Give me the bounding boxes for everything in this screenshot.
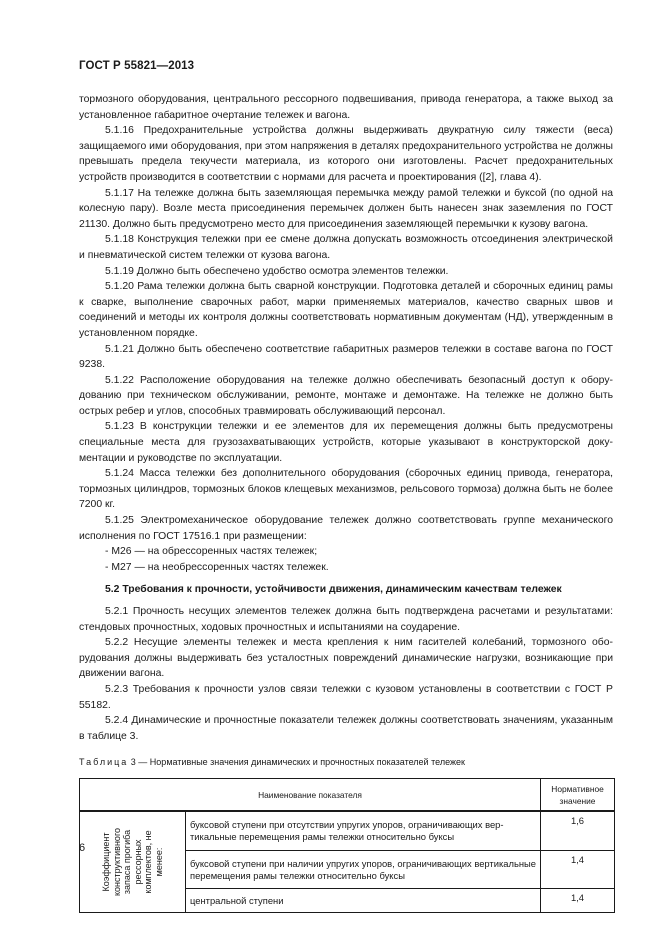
table-caption-word: Таблица: [79, 757, 129, 768]
row-name-cell: центральной ступени: [186, 889, 541, 913]
paragraph: 5.1.19 Должно быть обеспечено удобство осмотра элементов тележки.: [105, 265, 449, 277]
row-name-cell: буксовой ступени при наличии упругих упоров, ограничивающих вертикальные перемещения рамы тележки относительно буксы: [186, 850, 541, 888]
list-item: - М26 — на обрессоренных частях тележек;: [105, 546, 318, 558]
paragraph: 5.2.2 Несущие элементы тележек и места крепления к ним гасителей колебаний, тормозного оборудования должны выдерживать без усталостных повреждений динамические нагрузки, возникающие при движении вагона.: [79, 637, 613, 680]
table-caption: [79, 756, 613, 768]
paragraph: 5.1.25 Электромеханическое оборудование тележек должно соответствовать группе механического исполнения по ГОСТ 17516.1 при размещении:: [79, 515, 613, 542]
paragraph: 5.2.1 Прочность несущих элементов тележек должна быть подтверждена расчетами и результатами: стендовых прочностных, ходовых прочностных и испытаниями на соударение.: [79, 606, 613, 633]
header-value-cell: Нормативное значение: [541, 779, 615, 812]
row-value-cell: 1,4: [541, 889, 615, 913]
paragraph: 5.1.18 Конструкция тележки при ее смене должна допускать возможность отсоединения электрической и пневматической систем тележки от кузова вагона.: [79, 234, 613, 261]
paragraph: тормозного оборудования, центрального рессорного подвешивания, привода генератора, а также выход за установленное габаритное очертание тележек и вагона.: [79, 94, 613, 121]
paragraph: 5.1.16 Предохранительные устройства должны выдерживать двукратную силу тяжести (веса) защищаемого ими оборудования, при этом напряжения в деталях предохранительного устройства не должны превышать предела текучести материала, из которого они изготовлены. Расчет предохранительных устройств производится в соответствии с нормами для расчета и проектирования ([2], глава 4).: [79, 125, 613, 183]
paragraph: 5.1.21 Должно быть обеспечено соответствие габаритных размеров тележки в составе вагона по ГОСТ 9238.: [79, 343, 613, 371]
paragraph: 5.2.3 Требования к прочности узлов связи тележки с кузовом установлены в соответствии с ГОСТ Р 55182.: [79, 683, 613, 711]
document-code: ГОСТ Р 55821—2013: [79, 60, 195, 72]
row-value-cell: 1,6: [541, 811, 615, 850]
row-name-cell: буксовой ступени при отсутствии упругих упоров, ограничивающих вертикальные перемещения рамы тележки относительно буксы: [186, 811, 541, 850]
paragraph: 5.1.22 Расположение оборудования на тележке должно обеспечивать безопасный доступ к оборудованию при техническом обслуживании, ремонте, монтаже и демонтаже. На тележке не должно быть острых ребер и углов, способных травмировать обслуживающий персонал.: [79, 374, 613, 417]
table-header-row: [80, 779, 615, 812]
section-title: 5.2 Требования к прочности, устойчивости движения, динамическим качествам тележек: [105, 584, 562, 596]
paragraph: 5.1.20 Рама тележки должна быть сварной конструкции. Подготовка деталей и сборочных единиц рамы к сварке, выполнение сварочных работ, марки применяемых материалов, качество сварных швов и соединений и методы их контроля должны соответствовать нормативным документам (НД), утвержденным в установленном порядке.: [79, 281, 613, 339]
row-group-label: Коэффициент конструктивного запаса прогиба рессорных комплектов, не менее:: [100, 828, 164, 897]
paragraph: 5.1.24 Масса тележки без дополнительного оборудования (сборочных единиц привода, генератора, тормозных цилиндров, тормозных блоков клещевых механизмов, рельсового тормоза) должна быть не более 7200 кг.: [79, 468, 613, 511]
table-caption-text: 3 — Нормативные значения динамических и прочностных показателей тележек: [128, 757, 465, 768]
row-group-label-cell: [80, 811, 186, 913]
paragraph: 5.2.4 Динамические и прочностные показатели тележек должны соответствовать значениям, указанным в таблице 3.: [79, 715, 613, 742]
list-item: - М27 — на необрессоренных частях тележек.: [105, 561, 329, 573]
row-value-cell: 1,4: [541, 850, 615, 888]
page-body: [79, 92, 613, 913]
paragraph: 5.1.17 На тележке должна быть заземляющая перемычка между рамой тележки и буксой (по одной на колесную пару). Возле места присоединения перемычек должен быть нанесен знак заземления по ГОСТ 21130. Должно быть предусмотрено место для присоединения заземляющей перемычки к кузову вагона.: [79, 187, 613, 230]
norms-table: [79, 778, 615, 913]
paragraph: 5.1.23 В конструкции тележки и ее элементов для их перемещения должны быть предусмотрены специальные места для грузозахватывающих устройств, которые указывают в конструкторской документации и руководстве по эксплуатации.: [79, 421, 613, 464]
page-number: 6: [79, 842, 86, 854]
table-row: [80, 811, 615, 850]
header-name-cell: Наименование показателя: [80, 779, 541, 812]
